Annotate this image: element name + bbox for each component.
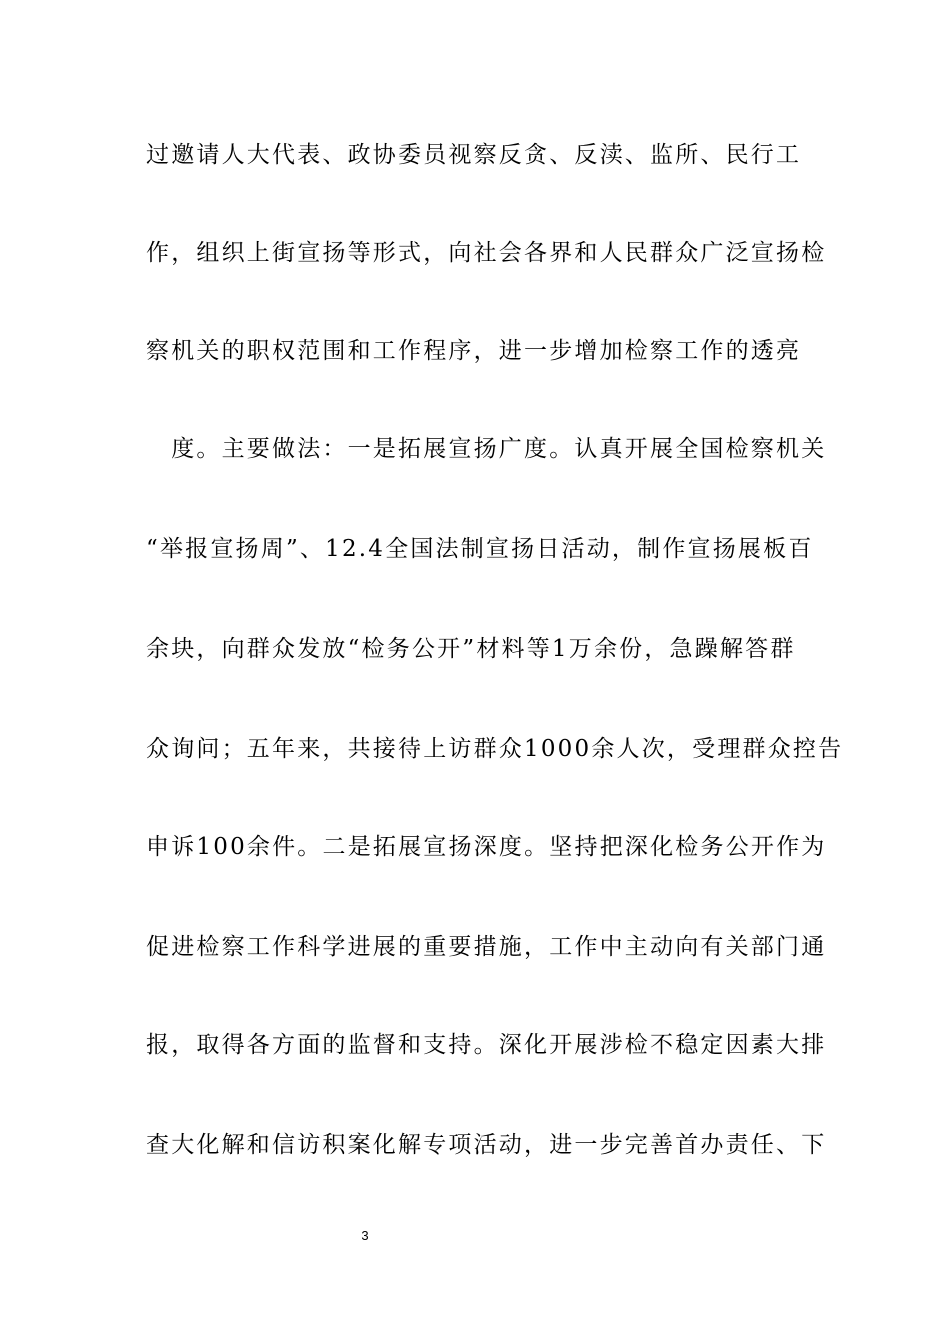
text-line-3: 察机关的职权范围和工作程序，进一步增加检察工作的透亮 (146, 338, 802, 364)
text-line-11: 查大化解和信访积案化解专项活动，进一步完善首办责任、下 (146, 1132, 827, 1158)
text-line-9: 促进检察工作科学进展的重要措施，工作中主动向有关部门通 (146, 934, 827, 960)
text-line-6: 余块，向群众发放“检务公开”材料等1万余份，急躁解答群 (146, 636, 796, 662)
text-line-8: 申诉100余件。二是拓展宣扬深度。坚持把深化检务公开作为 (146, 834, 827, 860)
text-line-1: 过邀请人大代表、政协委员视察反贪、反渎、监所、民行工 (146, 142, 802, 168)
page-number: 3 (361, 1228, 369, 1243)
text-line-10: 报，取得各方面的监督和支持。深化开展涉检不稳定因素大排 (146, 1032, 827, 1058)
text-line-2: 作，组织上街宣扬等形式，向社会各界和人民群众广泛宣扬检 (146, 240, 827, 266)
text-line-4: 度。主要做法：一是拓展宣扬广度。认真开展全国检察机关 (146, 436, 827, 462)
text-line-7: 众询问；五年来，共接待上访群众1000余人次，受理群众控告 (146, 736, 844, 762)
text-line-5: “举报宣扬周”、12.4全国法制宣扬日活动，制作宣扬展板百 (146, 536, 814, 562)
